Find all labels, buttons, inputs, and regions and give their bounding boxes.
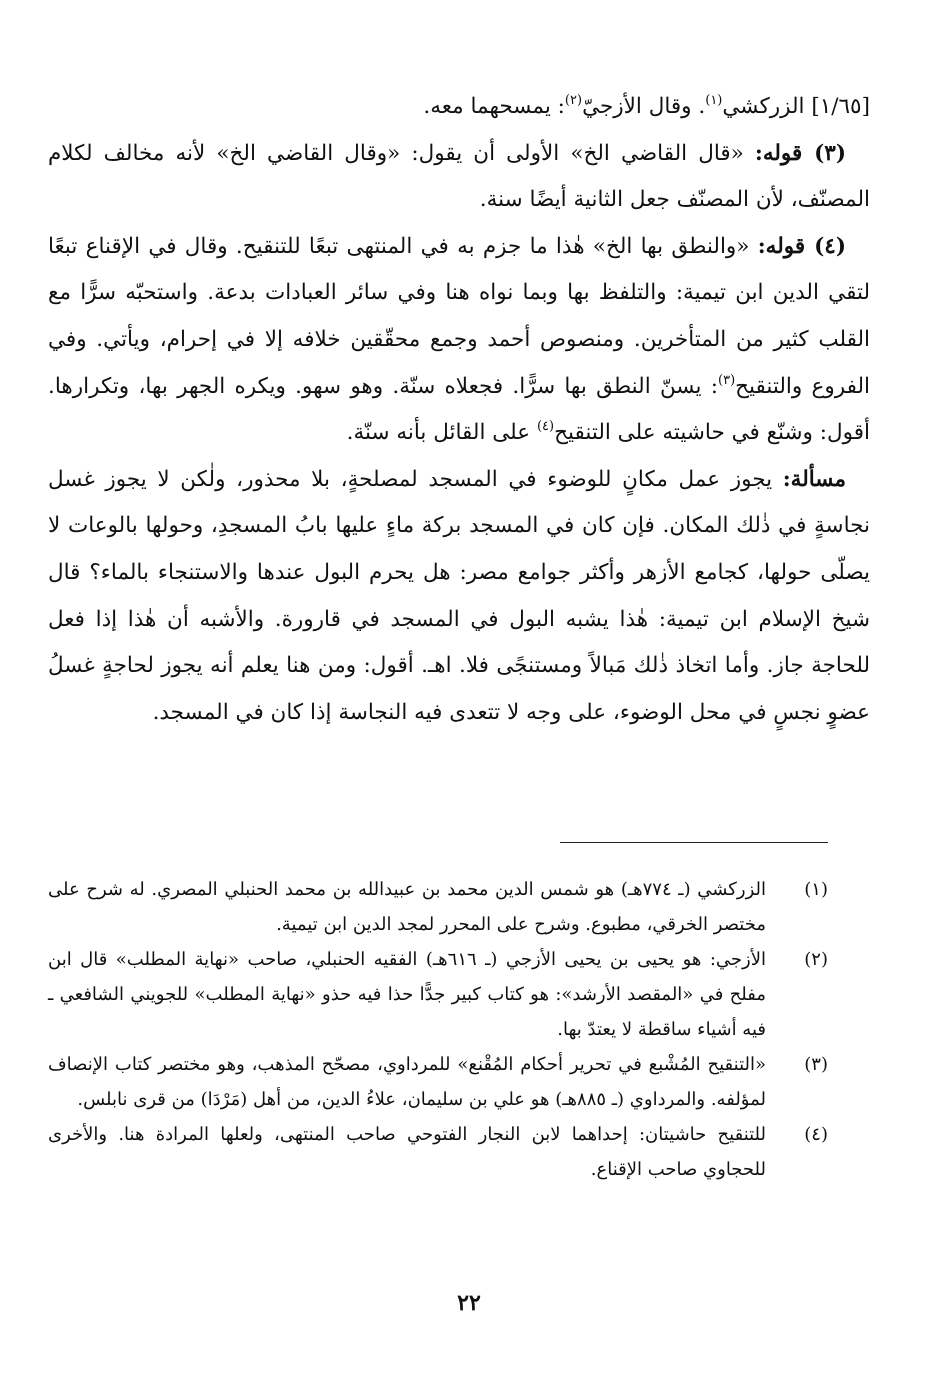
line1-text-a: الزركشي xyxy=(722,94,812,119)
footnote-text: الأزجي: هو يحيى بن يحيى الأزجي (ـ ٦١٦هـ) الفقيه الحنبلي، صاحب «نهاية المطلب» قال ابن مفلح في «المقصد الأرشد»: هو كتاب كبير جدًّا حذا فيه حذو «نهاية المطلب» للجويني الشافعي ـ فيه أشياء ساقطة لا يعتدّ بها. xyxy=(48,949,766,1040)
page-number: ٢٢ xyxy=(457,1290,481,1316)
footnote-marker-4: (٤) xyxy=(536,419,555,435)
line1-text-c: : يمسحهما معه. xyxy=(423,94,565,119)
footnotes xyxy=(48,872,828,1187)
line1-text-b: . وقال الأزجيّ xyxy=(582,94,706,119)
masala-lead: مسألة: xyxy=(782,466,846,492)
paragraph-4-text-b: : يسنّ النطق بها سرًّا. فجعلاه سنّة. وهو سهو. ويكره الجهر بها، وتكرارها. أقول: وشنّع في حاشيته على التنقيح xyxy=(48,373,870,446)
paragraph-line1 xyxy=(48,84,870,131)
main-text xyxy=(48,84,870,736)
footnote-item xyxy=(48,942,828,1047)
footnote-number: (٣) xyxy=(804,1054,828,1075)
footnote-text: للتنقيح حاشيتان: إحداهما لابن النجار الفتوحي صاحب المنتهى، ولعلها المرادة هنا. والأخرى للحجاوي صاحب الإقناع. xyxy=(48,1124,766,1180)
footnote-number: (١) xyxy=(804,879,828,900)
footnote-item xyxy=(48,1047,828,1117)
masala-text: يجوز عمل مكانٍ للوضوء في المسجد لمصلحةٍ، بلا محذور، ولٰكن لا يجوز غسل نجاسةٍ في ذٰلك المكان. فإن كان في المسجد بركة ماءٍ عليها بابُ المسجدِ، وحولها بالوعات لا يصلّى حولها، كجامع الأزهر وأكثر جوامع مصر: هل يحرم البول عندها والاستنجاء بالماء؟ قال شيخ الإسلام ابن تيمية: هٰذا يشبه البول في المسجد في قارورة. والأشبه أن هٰذا إذا فعل للحاجة جاز. وأما اتخاذ ذٰلك مَبالاً ومستنجًى فلا. اهـ. أقول: ومن هنا يعلم أنه يجوز لحاجةٍ غسلُ عضوٍ نجسٍ في محل الوضوء، على وجه لا تتعدى فيه النجاسة إذا كان في المسجد. xyxy=(48,466,870,725)
footnote-number: (٤) xyxy=(804,1124,828,1145)
footnote-marker-2: (٢) xyxy=(564,93,583,108)
footnote-marker-1: (١) xyxy=(705,93,723,108)
footnote-marker-3: (٣) xyxy=(718,372,736,388)
paragraph-3-lead: (٣) قوله: xyxy=(754,140,846,166)
footnote-separator xyxy=(560,842,828,843)
paragraph-4-lead: (٤) قوله: xyxy=(757,233,846,259)
paragraph-3 xyxy=(48,131,870,224)
paragraph-4 xyxy=(48,224,870,457)
footnote-item xyxy=(48,872,828,942)
footnote-text: «التنقيح المُشْبع في تحرير أحكام المُقْنع» للمرداوي، مصحّح المذهب، وهو مختصر كتاب الإنصاف لمؤلفه. والمرداوي (ـ ٨٨٥هـ) هو علي بن سليمان، علاءُ الدين، من أهل (مَرْدَا) من قرى نابلس. xyxy=(48,1054,766,1110)
footnote-number: (٢) xyxy=(804,949,828,970)
paragraph-4-text-a: «والنطق بها الخ» هٰذا ما جزم به في المنتهى تبعًا للتنقيح. وقال في الإقناع تبعًا لتقي الدين ابن تيمية: والتلفظ بها وبما نواه هنا وفي سائر العبادات بدعة. واستحبّه سرًّا مع القلب كثير من المتأخرين. ومنصوص أحمد وجمع محقّقين خلافه إلا في إحرام، ويأتي. وفي الفروع والتنقيح xyxy=(48,233,871,399)
footnote-text: الزركشي (ـ ٧٧٤هـ) هو شمس الدين محمد بن عبيدالله بن محمد الحنبلي المصري. له شرح على مختصر الخرقي، مطبوع. وشرح على المحرر لمجد الدين ابن تيمية. xyxy=(48,879,766,935)
footnote-item xyxy=(48,1117,828,1187)
paragraph-4-text-c: على القائل بأنه سنّة. xyxy=(346,420,537,446)
page-reference: [١/٦٥] xyxy=(811,94,870,119)
paragraph-3-text: «قال القاضي الخ» الأولى أن يقول: «وقال القاضي الخ» لأنه مخالف لكلام المصنّف، لأن المصنّف جعل الثانية أيضًا سنة. xyxy=(48,140,870,213)
paragraph-masala xyxy=(48,457,870,737)
